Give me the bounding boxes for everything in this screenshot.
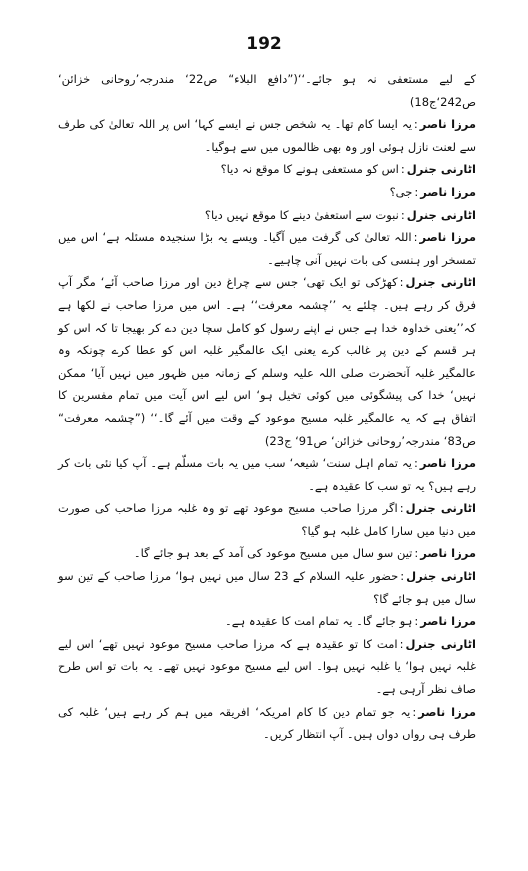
paragraph-text: یہ جو تمام دین کا کام امریکہ‘ افریقہ میں ہم کر رہے ہیں‘ غلبہ کی طرف ہی رواں دواں ہیں۔ آپ انتظار کریں۔ — [58, 704, 476, 742]
paragraph-9: اٹارنی جنرل:اگر مرزا صاحب مسیح موعود تھے تو وہ غلبہ مرزا صاحب کی صورت میں دنیا میں سارا کامل غلبہ ہو گیا؟ — [58, 501, 476, 538]
paragraph-3: اٹارنی جنرل:اس کو مستعفی ہونے کا موقع نہ دیا؟ — [220, 162, 476, 177]
paragraph-5: اٹارنی جنرل:نبوت سے استعفیٰ دینے کا موقع نہیں دیا؟ — [204, 207, 476, 222]
paragraph-10: مرزا ناصر:تین سو سال میں مسیح موعود کی آمد کے بعد ہو جائے گا۔ — [133, 546, 476, 561]
paragraph-text: یہ ایسا کام تھا۔ یہ شخص جس نے ایسے کہا‘ اس پر اللہ تعالیٰ کی طرف سے لعنت نازل ہوئی اور وہ بھی ظالموں میں سے ہوگیا۔ — [58, 117, 476, 154]
paragraph-text: نبوت سے استعفیٰ دینے کا موقع نہیں دیا؟ — [204, 207, 399, 222]
speaker-name: مرزا ناصر — [419, 117, 476, 132]
paragraph-text: اللہ تعالیٰ کی گرفت میں آگیا۔ ویسے یہ بڑا سنجیدہ مسئلہ ہے‘ اس میں تمسخر اور ہنسی کی بات نہیں آنی چاہیے۔ — [58, 230, 476, 267]
page-body — [58, 68, 476, 746]
paragraph-7: اٹارنی جنرل:کھڑکی تو ایک تھی‘ جس سے چراغ دین اور مرزا صاحب آئے‘ مگر آپ فرق کر رہے ہیں۔ چلئے یہ ’’چشمہ معرفت‘‘ ہے۔ اس میں مرزا صاحب نے لکھا ہے کہ’’یعنی خداوہ خدا ہے جس نے اپنے رسول کو کامل سچا دین دے کر بھیجا تا کہ اس کو ہر قسم کے دین پر غالب کرے یعنی ایک عالمگیر غلبہ اس کو عطا کرے چونکہ وہ عالمگیر غلبہ آنحضرت صلی اللہ علیہ وسلم کے زمانہ میں ظہور میں نہیں آیا‘ ممکن نہیں‘ خدا کی پیشگوئی میں کوئی تخیل ہو‘ اس لیے اس آیت میں تمام مفسرین کا اتفاق ہے کہ یہ عالمگیر غلبہ مسیح موعود کے وقت میں آئے گا۔‘‘ (”چشمہ معرفت“ ص83‘ مندرجہ’روحانی خزائن‘ ص91‘ ج23) — [58, 275, 476, 448]
paragraph-text: جی؟ — [389, 184, 413, 199]
paragraph-text: کے لیے مستعفی نہ ہو جائے۔‘‘(”دافع البلاء“ ص22‘ مندرجہ’روحانی خزائن‘ ص242‘ج18) — [58, 72, 476, 109]
paragraph-4: مرزا ناصر:جی؟ — [389, 184, 476, 199]
paragraph-text: ہو جائے گا۔ یہ تمام امت کا عقیدہ ہے۔ — [225, 614, 413, 629]
paragraph-text: اگر مرزا صاحب مسیح موعود تھے تو وہ غلبہ مرزا صاحب کی صورت میں دنیا میں سارا کامل غلبہ ہو گیا؟ — [58, 501, 476, 538]
paragraph-text: کھڑکی تو ایک تھی‘ جس سے چراغ دین اور مرزا صاحب آئے‘ مگر آپ فرق کر رہے ہیں۔ چلئے یہ ’’چشمہ معرفت‘‘ ہے۔ اس میں مرزا صاحب نے لکھا ہے کہ’’یعنی خداوہ خدا ہے جس نے اپنے رسول کو کامل سچا دین دے کر بھیجا تا کہ اس کو ہر قسم کے دین پر غالب کرے یعنی ایک عالمگیر غلبہ اس کو عطا کرے چونکہ وہ عالمگیر غلبہ آنحضرت صلی اللہ علیہ وسلم کے زمانہ میں ظہور میں نہیں آیا‘ ممکن نہیں‘ خدا کی پیشگوئی میں کوئی تخیل ہو‘ اس لیے اس آیت میں تمام مفسرین کا اتفاق ہے کہ یہ عالمگیر غلبہ مسیح موعود کے وقت میں آئے گا۔‘‘ (”چشمہ معرفت“ ص83‘ مندرجہ’روحانی خزائن‘ ص91‘ ج23) — [58, 275, 476, 448]
speaker-name: اٹارنی جنرل — [406, 207, 476, 222]
paragraph-6: مرزا ناصر:اللہ تعالیٰ کی گرفت میں آگیا۔ ویسے یہ بڑا سنجیدہ مسئلہ ہے‘ اس میں تمسخر اور ہنسی کی بات نہیں آنی چاہیے۔ — [58, 230, 476, 267]
speaker-name: اٹارنی جنرل — [405, 501, 476, 516]
speaker-name: اٹارنی جنرل — [405, 636, 476, 651]
paragraph-13: اٹارنی جنرل:امت کا تو عقیدہ ہے کہ مرزا صاحب مسیح موعود نہیں تھے‘ اس لیے غلبہ نہیں ہوا‘ یا غلبہ نہیں ہوا۔ اس لیے مسیح موعود نہیں تھے۔ یہ بات تو اس طرح صاف نظر آرہی ہے۔ — [58, 636, 476, 697]
speaker-name: مرزا ناصر — [420, 614, 476, 629]
paragraph-text: اس کو مستعفی ہونے کا موقع نہ دیا؟ — [220, 162, 399, 177]
paragraph-8: مرزا ناصر:یہ تمام اہل سنت‘ شیعہ‘ سب میں یہ بات مسلّم ہے۔ آپ کیا نئی بات کر رہے ہیں؟ یہ تو سب کا عقیدہ ہے۔ — [58, 456, 476, 493]
paragraph-text: یہ تمام اہل سنت‘ شیعہ‘ سب میں یہ بات مسلّم ہے۔ آپ کیا نئی بات کر رہے ہیں؟ یہ تو سب کا عقیدہ ہے۔ — [58, 456, 476, 493]
speaker-name: اٹارنی جنرل — [406, 162, 476, 177]
speaker-name: مرزا ناصر — [420, 184, 476, 199]
speaker-name: مرزا ناصر — [418, 704, 476, 719]
speaker-name: مرزا ناصر — [420, 546, 476, 561]
page-number: 192 — [246, 34, 282, 54]
paragraph-14: مرزا ناصر:یہ جو تمام دین کا کام امریکہ‘ افریقہ میں ہم کر رہے ہیں‘ غلبہ کی طرف ہی رواں دواں ہیں۔ آپ انتظار کریں۔ — [58, 704, 476, 742]
paragraph-text: حضور علیہ السلام کے 23 سال میں نہیں ہوا‘ مرزا صاحب کے تین سو سال میں ہو جائے گا؟ — [58, 569, 476, 606]
paragraph-text: تین سو سال میں مسیح موعود کی آمد کے بعد ہو جائے گا۔ — [133, 546, 413, 561]
paragraph-text: امت کا تو عقیدہ ہے کہ مرزا صاحب مسیح موعود نہیں تھے‘ اس لیے غلبہ نہیں ہوا‘ یا غلبہ نہیں ہوا۔ اس لیے مسیح موعود نہیں تھے۔ یہ بات تو اس طرح صاف نظر آرہی ہے۔ — [58, 636, 476, 697]
speaker-name: مرزا ناصر — [419, 456, 476, 471]
paragraph-12: مرزا ناصر:ہو جائے گا۔ یہ تمام امت کا عقیدہ ہے۔ — [225, 614, 476, 629]
paragraph-2: مرزا ناصر:یہ ایسا کام تھا۔ یہ شخص جس نے ایسے کہا‘ اس پر اللہ تعالیٰ کی طرف سے لعنت نازل ہوئی اور وہ بھی ظالموں میں سے ہوگیا۔ — [58, 117, 476, 154]
speaker-name: اٹارنی جنرل — [405, 275, 476, 290]
speaker-name: اٹارنی جنرل — [406, 569, 476, 584]
speaker-name: مرزا ناصر — [419, 230, 476, 245]
paragraph-1 — [58, 68, 476, 113]
paragraph-11: اٹارنی جنرل:حضور علیہ السلام کے 23 سال میں نہیں ہوا‘ مرزا صاحب کے تین سو سال میں ہو جائے گا؟ — [58, 569, 476, 606]
